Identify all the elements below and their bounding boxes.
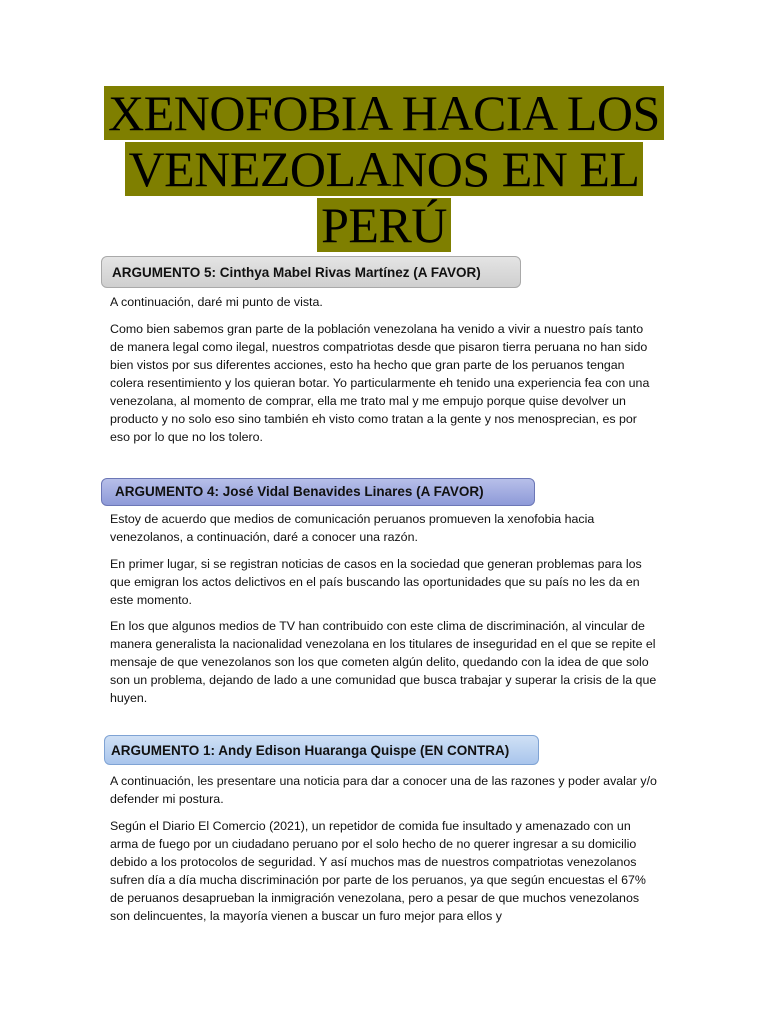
paragraph: En primer lugar, si se registran noticias de casos en la sociedad que generan problemas para los que emigran los actos delictivos en el país buscando las oportunidades que su país no les da en este momento. xyxy=(110,557,642,607)
document-title xyxy=(0,85,768,253)
paragraph: Según el Diario El Comercio (2021), un repetidor de comida fue insultado y amenazado con un arma de fuego por un ciudadano peruano por el solo hecho de no querer ingresar a su domicilio debido a los protocolos de seguridad. Y así muchos mas de nuestros compatriotas venezolanos sufren día a día mucha discriminación por parte de los peruanos, ya que según encuestas el 67% de peruanos desaprueban la inmigración venezolana, pero a pesar de que muchos venezolanos son delincuentes, la mayoría vienen a buscar un furo mejor para ellos y xyxy=(110,819,646,923)
paragraph: En los que algunos medios de TV han contribuido con este clima de discriminación, al vincular de manera generalista la nacionalidad venezolana en los titulares de inseguridad en el que se repite el mensaje de que venezolanos son los que cometen algún delito, quedando con la idea de que solo son un problema, dejando de lado a une comunidad que busca trabajar y superar la crisis de la que huyen. xyxy=(110,619,657,705)
paragraph: A continuación, daré mi punto de vista. xyxy=(110,295,323,309)
section-header-argumento-1: ARGUMENTO 1: Andy Edison Huaranga Quispe (EN CONTRA) xyxy=(104,735,539,765)
section-header-argumento-5: ARGUMENTO 5: Cinthya Mabel Rivas Martínez (A FAVOR) xyxy=(101,256,521,288)
title-line-2: VENEZOLANOS EN EL xyxy=(125,142,644,196)
paragraph: Estoy de acuerdo que medios de comunicación peruanos promueven la xenofobia hacia venezolanos, a continuación, daré a conocer una razón. xyxy=(110,512,595,544)
section-header-argumento-4: ARGUMENTO 4: José Vidal Benavides Linares (A FAVOR) xyxy=(101,478,535,506)
paragraph: A continuación, les presentare una noticia para dar a conocer una de las razones y poder avalar y/o defender mi postura. xyxy=(110,774,657,806)
paragraph: Como bien sabemos gran parte de la población venezolana ha venido a vivir a nuestro país tanto de manera legal como ilegal, nuestros compatriotas desde que pisaron tierra peruana no han sido bien vistos por sus diferentes acciones, esto ha hecho que gran parte de los peruanos tengan colera resentimiento y los quieran botar. Yo particularmente eh tenido una experiencia fea con una venezolana, al momento de comprar, ella me trato mal y me empujo porque quise devolver un producto y no solo eso sino también eh visto como tratan a la gente y nos menosprecian, es por eso por lo que no los tolero. xyxy=(110,322,650,444)
title-line-1: XENOFOBIA HACIA LOS xyxy=(104,86,664,140)
title-line-3: PERÚ xyxy=(317,198,451,252)
